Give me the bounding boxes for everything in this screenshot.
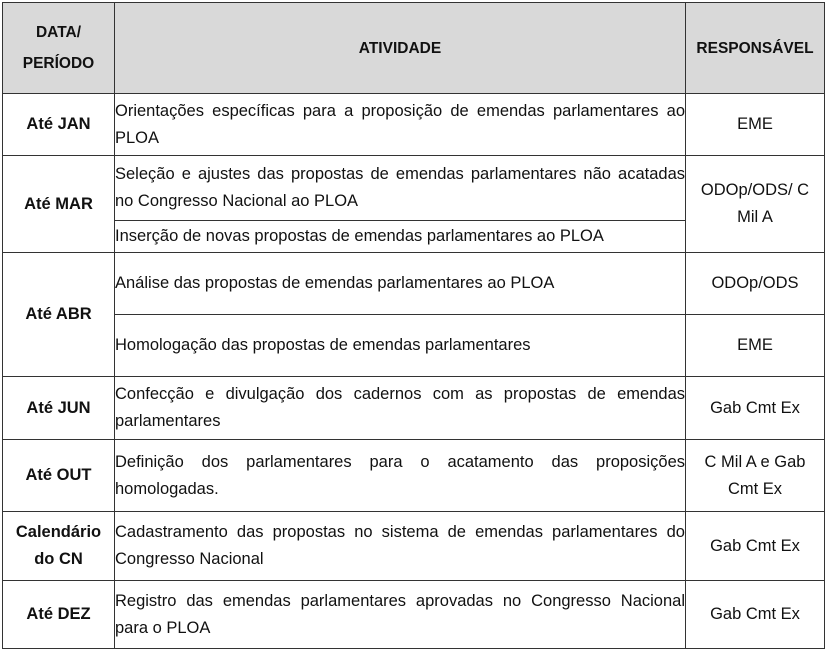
row-activity: Definição dos parlamentares para o acatamento das proposições homologadas. <box>115 440 686 512</box>
row-date: Até JUN <box>3 377 115 440</box>
row-responsible: C Mil A e Gab Cmt Ex <box>686 440 825 512</box>
row-date: Até DEZ <box>3 581 115 649</box>
row-responsible: Gab Cmt Ex <box>686 581 825 649</box>
row-responsible: ODOp/ODS <box>686 253 825 315</box>
header-row <box>3 3 825 94</box>
row-responsible: EME <box>686 94 825 156</box>
row-responsible: EME <box>686 315 825 377</box>
row-activity: Homologação das propostas de emendas parlamentares <box>115 315 686 377</box>
table-row <box>3 253 825 315</box>
row-activity: Confecção e divulgação dos cadernos com as propostas de emendas parlamentares <box>115 377 686 440</box>
row-activity: Orientações específicas para a proposição de emendas parlamentares ao PLOA <box>115 94 686 156</box>
row-date: Até JAN <box>3 94 115 156</box>
table-row <box>3 512 825 581</box>
table-row <box>3 581 825 649</box>
header-date-period <box>3 3 115 94</box>
row-responsible: Gab Cmt Ex <box>686 512 825 581</box>
row-date: Até OUT <box>3 440 115 512</box>
header-responsible: RESPONSÁVEL <box>686 3 825 94</box>
header-activity: ATIVIDADE <box>115 3 686 94</box>
row-date: Até MAR <box>3 156 115 253</box>
header-date-line1: DATA/ <box>35 24 82 41</box>
row-activity: Cadastramento das propostas no sistema de emendas parlamentares do Congresso Nacional <box>115 512 686 581</box>
table-row <box>3 156 825 221</box>
row-responsible: ODOp/ODS/ C Mil A <box>686 156 825 253</box>
row-activity: Análise das propostas de emendas parlamentares ao PLOA <box>115 253 686 315</box>
row-activity: Registro das emendas parlamentares aprovadas no Congresso Nacional para o PLOA <box>115 581 686 649</box>
row-activity: Seleção e ajustes das propostas de emendas parlamentares não acatadas no Congresso Nacional ao PLOA <box>115 156 686 221</box>
row-date: Até ABR <box>3 253 115 377</box>
table-row <box>3 94 825 156</box>
table-row <box>3 377 825 440</box>
schedule-table <box>2 2 825 649</box>
table-row <box>3 440 825 512</box>
row-date: Calendário do CN <box>3 512 115 581</box>
table-row <box>3 315 825 377</box>
row-responsible: Gab Cmt Ex <box>686 377 825 440</box>
header-date-line2: PERÍODO <box>22 55 95 72</box>
row-activity: Inserção de novas propostas de emendas parlamentares ao PLOA <box>115 221 686 253</box>
